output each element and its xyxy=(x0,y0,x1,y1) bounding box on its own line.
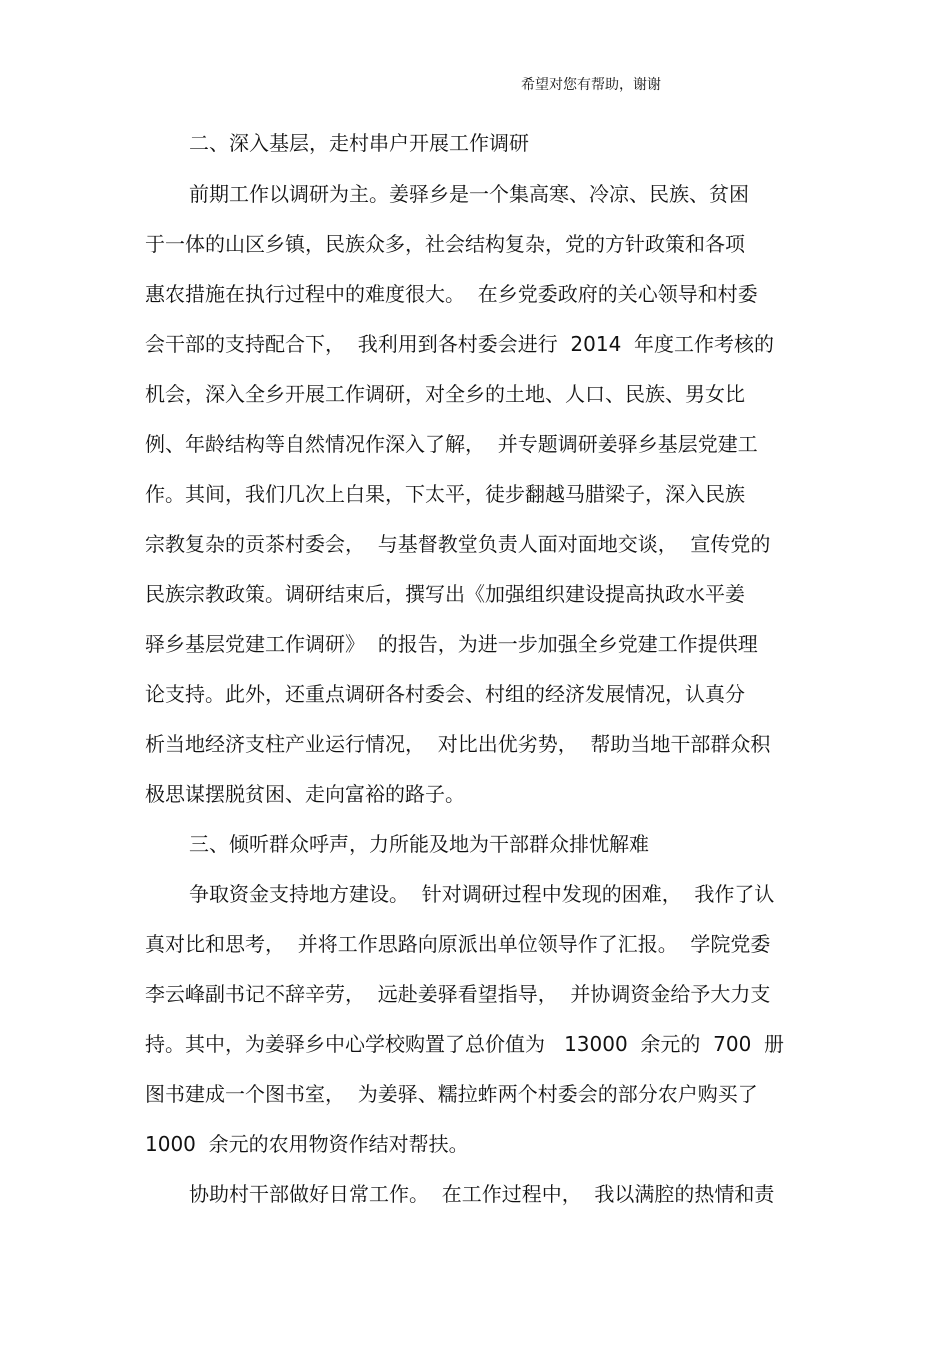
section-heading-3: 三、倾听群众呼声，力所能及地为干部群众排忧解难 xyxy=(189,832,649,856)
paragraph-line: 图书建成一个图书室， 为姜驿、糯拉蚱两个村委会的部分农户购买了 xyxy=(145,1082,758,1106)
paragraph-line: 作。其间，我们几次上白果，下太平，徒步翻越马腊梁子，深入民族 xyxy=(145,482,745,506)
paragraph-line: 民族宗教政策。调研结束后，撰写出《加强组织建设提高执政水平姜 xyxy=(145,582,745,606)
header-note: 希望对您有帮助，谢谢 xyxy=(521,77,661,93)
paragraph-line: 持。其中，为姜驿乡中心学校购置了总价值为 13000 余元的 700 册 xyxy=(145,1032,785,1056)
paragraph-line: 争取资金支持地方建设。 针对调研过程中发现的困难， 我作了认 xyxy=(189,882,775,906)
paragraph-line: 于一体的山区乡镇，民族众多，社会结构复杂，党的方针政策和各项 xyxy=(145,232,745,256)
paragraph-line: 极思谋摆脱贫困、走向富裕的路子。 xyxy=(145,782,465,806)
paragraph-line: 真对比和思考， 并将工作思路向原派出单位领导作了汇报。 学院党委 xyxy=(145,932,771,956)
paragraph-line: 机会，深入全乡开展工作调研，对全乡的土地、人口、民族、男女比 xyxy=(145,382,745,406)
section-heading-2: 二、深入基层，走村串户开展工作调研 xyxy=(189,131,529,155)
paragraph-line: 宗教复杂的贡茶村委会， 与基督教堂负责人面对面地交谈， 宣传党的 xyxy=(145,532,771,556)
paragraph-line: 1000 余元的农用物资作结对帮扶。 xyxy=(145,1132,469,1156)
paragraph-line: 惠农措施在执行过程中的难度很大。 在乡党委政府的关心领导和村委 xyxy=(145,282,758,306)
paragraph-line: 李云峰副书记不辞辛劳， 远赴姜驿看望指导， 并协调资金给予大力支 xyxy=(145,982,771,1006)
paragraph-line: 前期工作以调研为主。姜驿乡是一个集高寒、冷凉、民族、贫困 xyxy=(189,182,749,206)
paragraph-line: 例、年龄结构等自然情况作深入了解， 并专题调研姜驿乡基层党建工 xyxy=(145,432,758,456)
paragraph-line: 析当地经济支柱产业运行情况， 对比出优劣势， 帮助当地干部群众积 xyxy=(145,732,771,756)
paragraph-line: 驿乡基层党建工作调研》 的报告，为进一步加强全乡党建工作提供理 xyxy=(145,632,758,656)
paragraph-line: 论支持。此外，还重点调研各村委会、村组的经济发展情况，认真分 xyxy=(145,682,745,706)
paragraph-line: 协助村干部做好日常工作。 在工作过程中， 我以满腔的热情和责 xyxy=(189,1182,775,1206)
paragraph-line: 会干部的支持配合下， 我利用到各村委会进行 2014 年度工作考核的 xyxy=(145,332,775,356)
